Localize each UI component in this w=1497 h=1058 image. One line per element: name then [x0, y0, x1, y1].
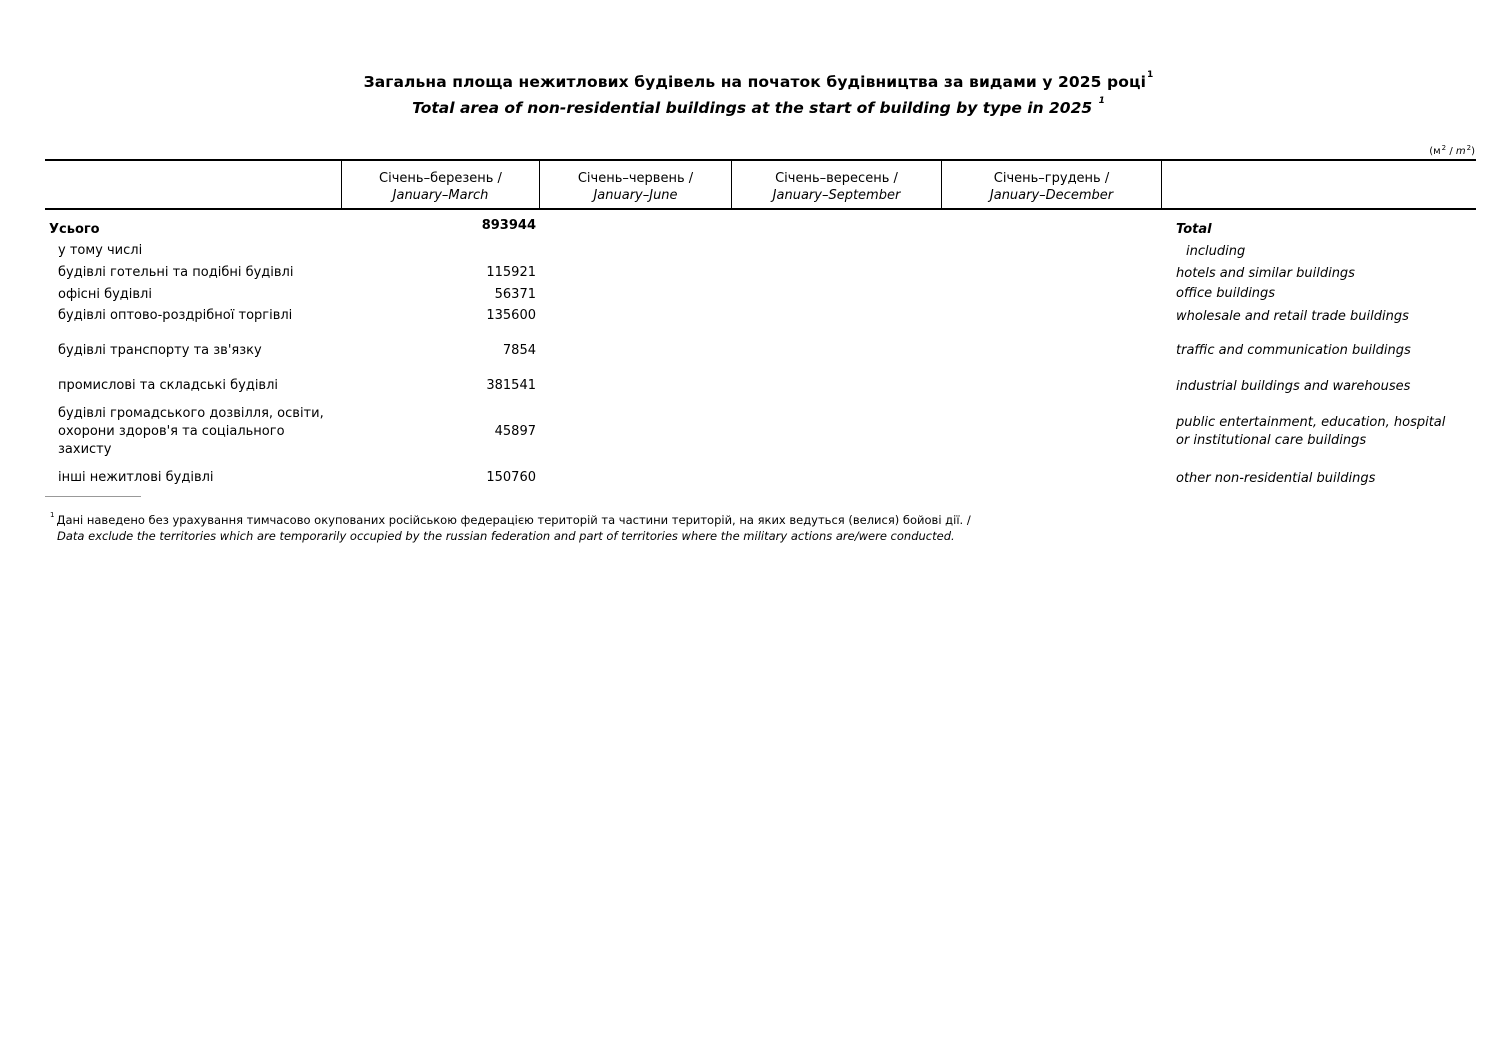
- column-header-uk: Січень–червень /: [577, 171, 694, 186]
- row-label-uk: будівлі оптово-роздрібної торгівлі: [58, 308, 293, 323]
- row-label-en: [1176, 414, 1445, 450]
- column-header-en: January–June: [593, 188, 678, 203]
- row-label-en: traffic and communication buildings: [1176, 343, 1411, 358]
- page-title-en: Total area of non-residential buildings at the start of building by type in 2025 $^1$: [412, 96, 1105, 117]
- column-header-en: January–December: [989, 188, 1114, 203]
- row-value: 150760: [486, 470, 536, 485]
- column-header-uk: Січень–грудень /: [993, 171, 1110, 186]
- footnote-en: Data exclude the territories which are temporarily occupied by the russian federation and part of territories where the military actions are/were conducted.: [57, 529, 955, 543]
- column-header-uk: Січень–вересень /: [775, 171, 898, 186]
- row-label-en: other non-residential buildings: [1176, 471, 1376, 486]
- row-label-uk: Усього: [49, 222, 100, 237]
- row-label-line: охорони здоров'я та соціального: [58, 424, 285, 439]
- footnote-rule: [45, 496, 141, 497]
- row-label-line: or institutional care buildings: [1176, 433, 1367, 448]
- column-header-9m: [732, 170, 941, 204]
- table-header-rule: [45, 208, 1476, 210]
- row-label-uk: будівлі готельні та подібні будівлі: [58, 265, 294, 280]
- column-header-en: January–March: [392, 188, 489, 203]
- row-label-en: wholesale and retail trade buildings: [1176, 309, 1409, 324]
- row-label-uk: [58, 405, 324, 459]
- row-label-uk: будівлі транспорту та зв'язку: [58, 343, 262, 358]
- row-value: 7854: [502, 343, 536, 358]
- units-label: $(м^2 / m^2)$: [1429, 144, 1475, 157]
- row-value: 56371: [494, 287, 536, 302]
- column-header-uk: Січень–березень /: [379, 171, 502, 186]
- row-label-line: захисту: [58, 442, 112, 457]
- row-label-line: будівлі громадського дозвілля, освіти,: [58, 406, 324, 421]
- row-label-en: office buildings: [1176, 286, 1276, 301]
- row-label-en: industrial buildings and warehouses: [1176, 379, 1411, 394]
- row-value: 115921: [486, 265, 536, 280]
- row-label-line: public entertainment, education, hospital: [1176, 415, 1446, 430]
- row-label-uk: інші нежитлові будівлі: [58, 470, 214, 485]
- row-value: 893944: [481, 218, 536, 233]
- footnote-uk: $^1$ Дані наведено без урахування тимчасово окупованих російською федерацією територій та частини територій, на яких ведуться (велися) бойові дії. /: [50, 511, 971, 527]
- row-label-uk: промислові та складські будівлі: [58, 378, 279, 393]
- row-label-uk: у тому числі: [58, 243, 143, 258]
- row-value: 381541: [486, 378, 536, 393]
- row-label-en: Total: [1176, 222, 1212, 237]
- column-header-year: [942, 170, 1161, 204]
- column-divider: [1161, 160, 1162, 209]
- page-title-uk: Загальна площа нежитлових будівель на початок будівництва за видами у 2025 році$^1$: [363, 70, 1154, 91]
- row-label-uk: офісні будівлі: [58, 287, 152, 302]
- table-top-rule: [45, 159, 1476, 161]
- column-header-en: January–September: [772, 188, 901, 203]
- row-value: 45897: [494, 424, 536, 439]
- column-header-h1: [540, 170, 731, 204]
- column-header-q1: [342, 170, 539, 204]
- row-value: 135600: [486, 308, 536, 323]
- row-label-en: hotels and similar buildings: [1176, 266, 1355, 281]
- row-label-en: including: [1186, 244, 1246, 259]
